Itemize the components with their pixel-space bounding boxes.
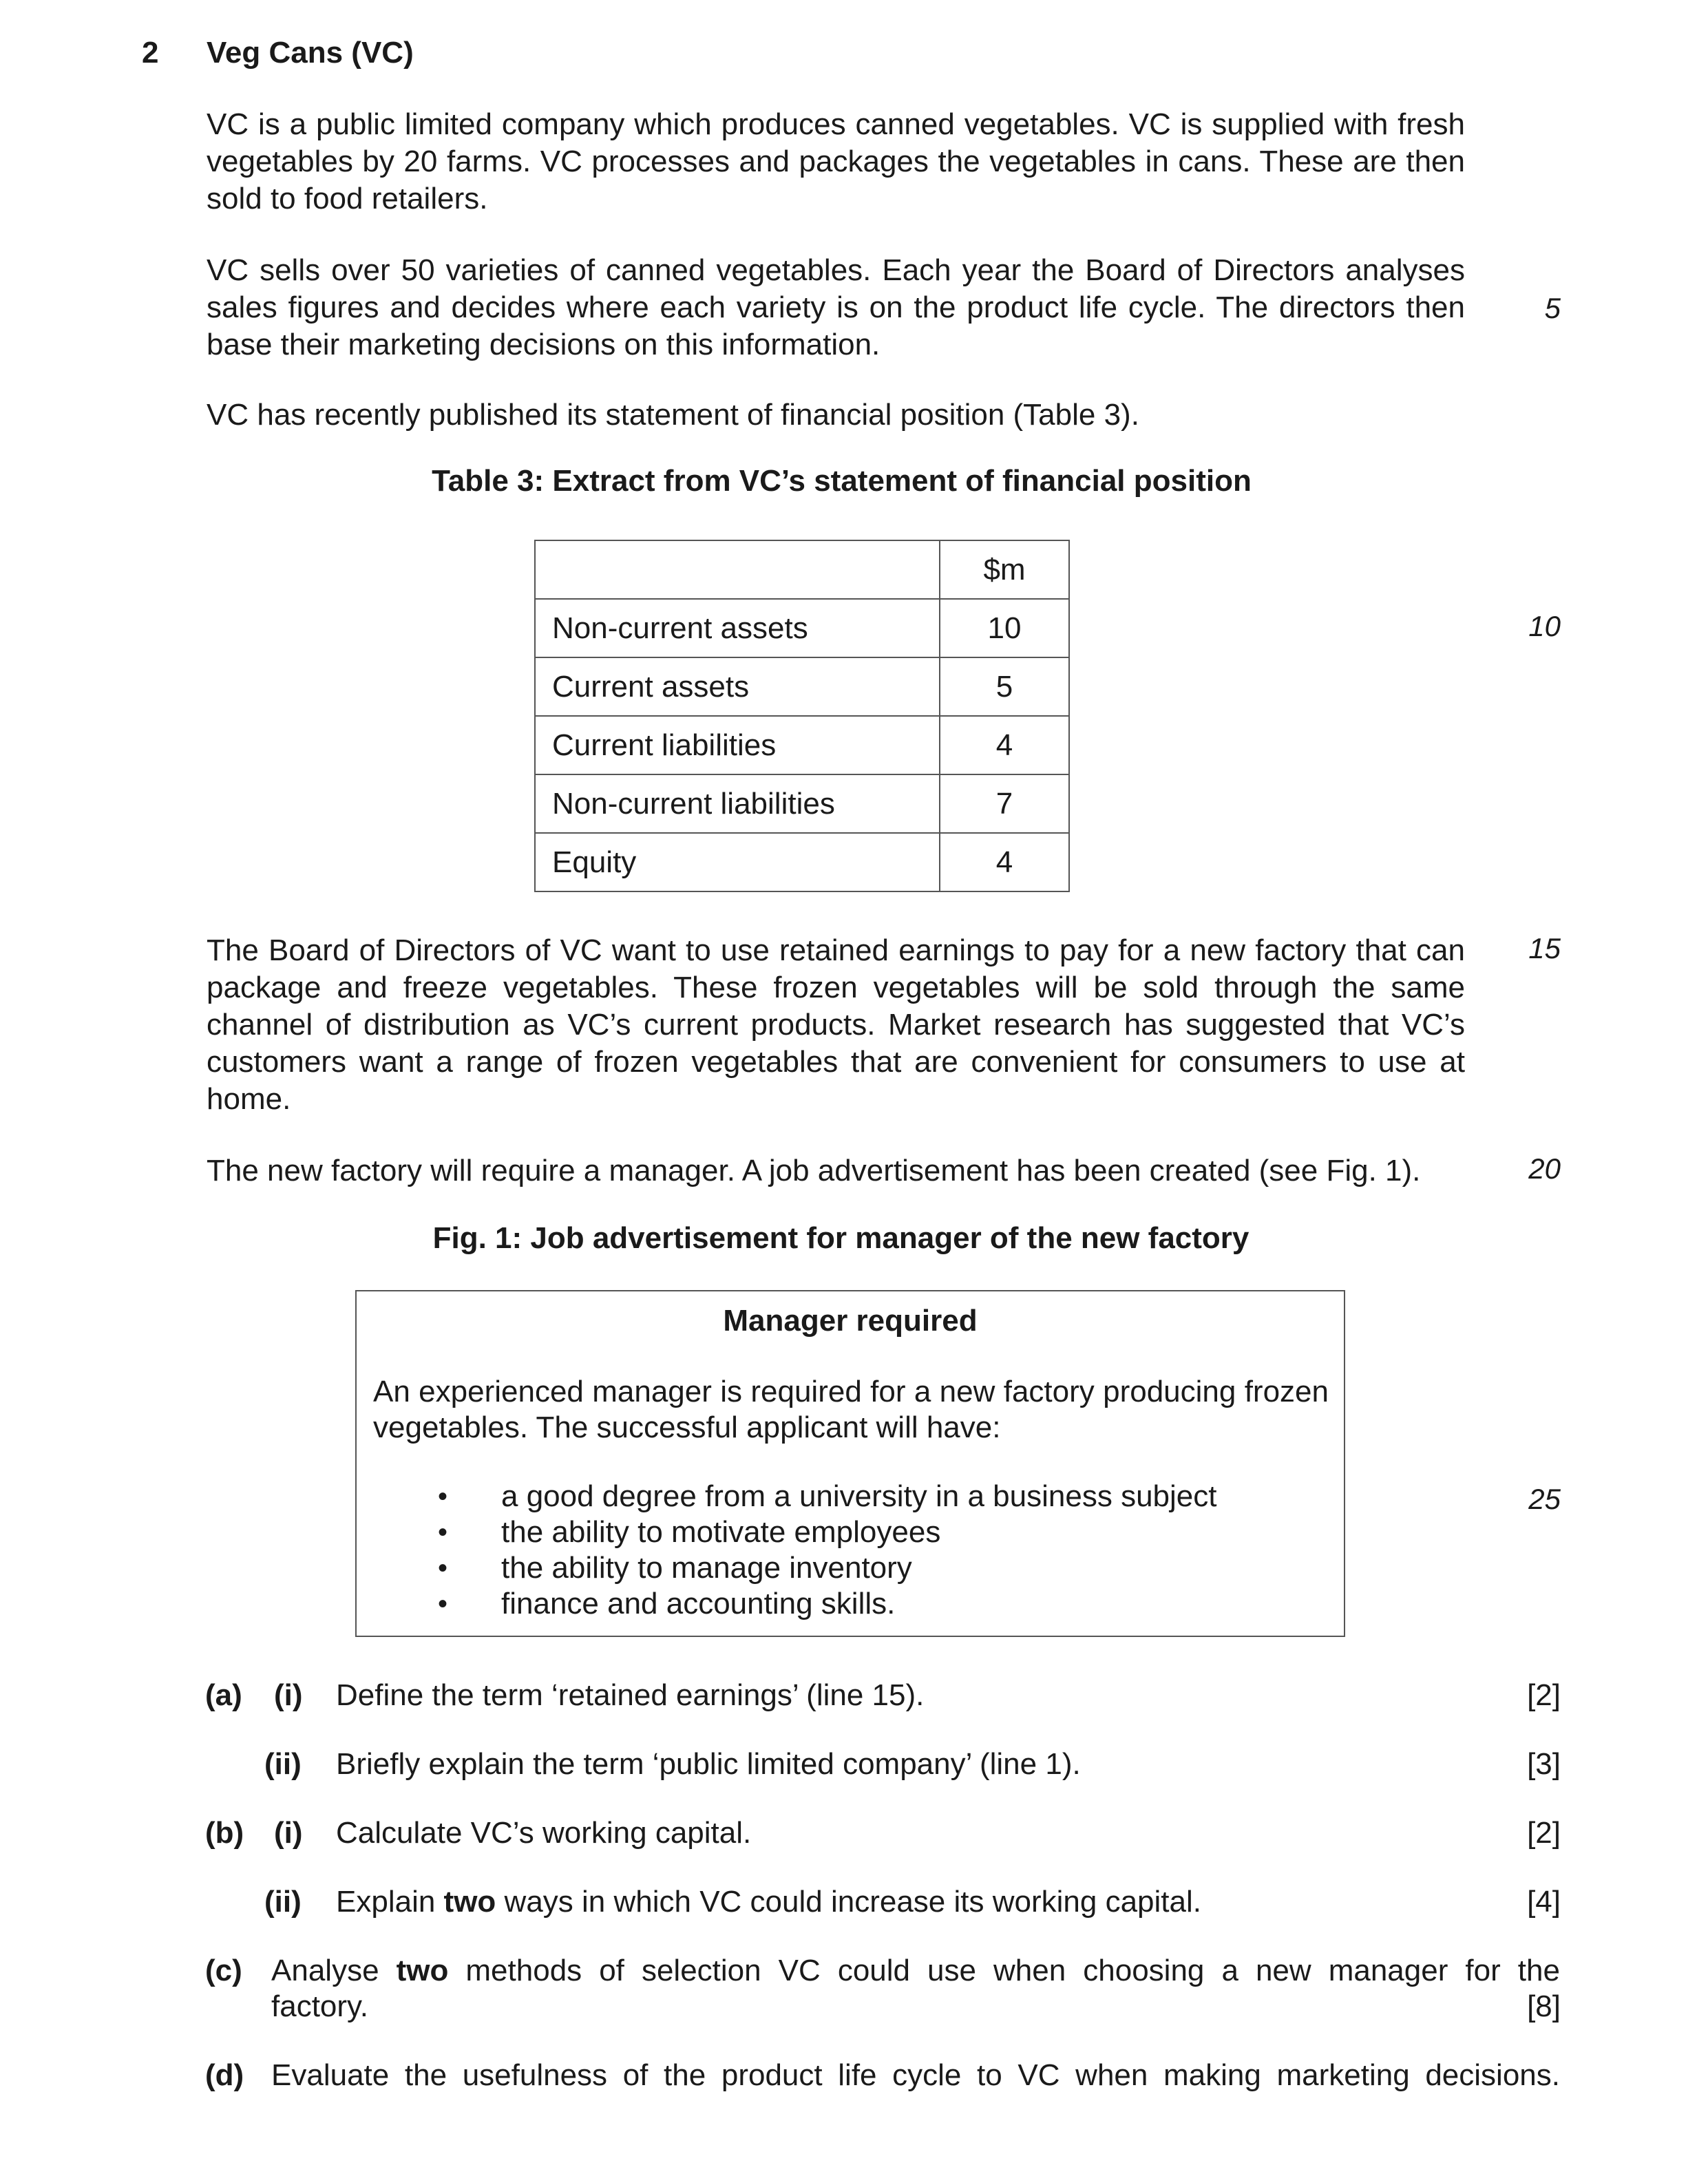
paragraph-financial-position: VC has recently published its statement of financial position (Table 3). [207, 398, 1139, 432]
paragraph-manager: The new factory will require a manager. A job advertisement has been created (see Fig. 1). [207, 1154, 1421, 1187]
advert-title: Manager required [723, 1304, 978, 1338]
list-item [357, 1586, 1344, 1622]
job-advertisement-box [355, 1290, 1345, 1637]
table-row-value: 5 [940, 657, 1069, 716]
line-number-5: 5 [1544, 292, 1561, 324]
paragraph-new-factory: The Board of Directors of VC want to use retained earnings to pay for a new factory that can package and freeze vegetables. These frozen vegetables will be sold through the same channel of distribution as VC’s current products. Market research has suggested that VC’s customers want a range of frozen vegetables that are convenient for consumers to use at home. [207, 933, 1465, 1116]
subquestion-a-ii-label: (ii) [264, 1747, 302, 1781]
question-title: Veg Cans (VC) [207, 36, 414, 70]
figure-caption [0, 1221, 1708, 1256]
financial-position-table [534, 540, 1070, 892]
subquestion-c-emphasis: two [396, 1954, 449, 1987]
subquestion-c-line2: factory. [271, 1989, 369, 2023]
line-number-15: 15 [1528, 932, 1561, 964]
subquestion-b-label: (b) [205, 1816, 244, 1850]
table-row [535, 657, 1069, 716]
list-item-text: the ability to motivate employees [501, 1515, 941, 1549]
line-number-10: 10 [1528, 610, 1561, 642]
bullet-icon: • [438, 1589, 448, 1619]
table-row-label: Non-current assets [535, 599, 940, 657]
subquestion-a-i-label: (i) [274, 1678, 303, 1712]
subquestion-b-i-label: (i) [274, 1816, 303, 1850]
subquestion-b-ii-text [336, 1885, 1201, 1919]
table-row [535, 599, 1069, 657]
subquestion-b-ii-pre: Explain [336, 1885, 436, 1919]
subquestion-d-text: Evaluate the usefulness of the product life cycle to VC when making marketing decisions. [271, 2058, 1560, 2092]
advert-body: An experienced manager is required for a new factory producing frozen vegetables. The successful applicant will have: [373, 1375, 1329, 1444]
line-number-25: 25 [1528, 1483, 1561, 1515]
subquestion-c-text [271, 1954, 1560, 1988]
table-row [535, 774, 1069, 833]
line-number-20: 20 [1528, 1152, 1561, 1185]
subquestion-c-marks: [8] [1527, 1989, 1561, 2023]
list-item-text: finance and accounting skills. [501, 1587, 896, 1620]
subquestion-a-ii-text: Briefly explain the term ‘public limited company’ (line 1). [336, 1747, 1081, 1781]
subquestion-b-i-marks: [2] [1527, 1816, 1561, 1850]
subquestion-b-ii-post: ways in which VC could increase its working capital. [504, 1885, 1201, 1919]
table-row-value: 4 [940, 716, 1069, 774]
table-header-cell [535, 540, 940, 599]
question-number: 2 [142, 36, 159, 70]
bullet-icon: • [438, 1553, 448, 1583]
bullet-icon: • [438, 1517, 448, 1548]
subquestion-c-label: (c) [205, 1954, 242, 1987]
list-item [357, 1479, 1344, 1514]
list-item [357, 1514, 1344, 1550]
table-row-label: Current assets [535, 657, 940, 716]
subquestion-b-ii-label: (ii) [264, 1885, 302, 1919]
table-header-row [535, 540, 1069, 599]
advert-requirements-list [357, 1479, 1344, 1622]
table-row [535, 833, 1069, 891]
subquestion-b-ii-marks: [4] [1527, 1885, 1561, 1919]
table-header-cell: $m [940, 540, 1069, 599]
subquestion-d-label: (d) [205, 2058, 244, 2092]
table-row-label: Current liabilities [535, 716, 940, 774]
table-row-value: 4 [940, 833, 1069, 891]
list-item [357, 1550, 1344, 1586]
paragraph-varieties: VC sells over 50 varieties of canned vegetables. Each year the Board of Directors analyses sales figures and decides where each variety is on the product life cycle. The directors then base their marketing decisions on this information. [207, 253, 1465, 361]
table-row [535, 716, 1069, 774]
subquestion-a-i-marks: [2] [1527, 1678, 1561, 1712]
subquestion-c-pre: Analyse [271, 1954, 379, 1987]
subquestion-a-ii-marks: [3] [1527, 1747, 1561, 1781]
table-row-label: Equity [535, 833, 940, 891]
subquestion-a-i-text: Define the term ‘retained earnings’ (line 15). [336, 1678, 925, 1712]
subquestion-b-i-text: Calculate VC’s working capital. [336, 1816, 752, 1850]
subquestion-b-ii-emphasis: two [443, 1885, 496, 1919]
table-row-value: 10 [940, 599, 1069, 657]
table-row-label: Non-current liabilities [535, 774, 940, 833]
paragraph-intro: VC is a public limited company which produces canned vegetables. VC is supplied with fresh vegetables by 20 farms. VC processes and packages the vegetables in cans. These are then sold to food retailers. [207, 107, 1465, 215]
table-caption-text: Table 3: Extract from VC’s statement of financial position [432, 464, 1252, 498]
figure-caption-text: Fig. 1: Job advertisement for manager of the new factory [432, 1221, 1250, 1255]
table-caption [0, 464, 1708, 498]
subquestion-c-post: methods of selection VC could use when choosing a new manager for the [465, 1954, 1560, 1987]
list-item-text: a good degree from a university in a business subject [501, 1479, 1217, 1513]
list-item-text: the ability to manage inventory [501, 1551, 912, 1585]
bullet-icon: • [438, 1481, 448, 1512]
table-row-value: 7 [940, 774, 1069, 833]
subquestion-a-label: (a) [205, 1678, 242, 1712]
